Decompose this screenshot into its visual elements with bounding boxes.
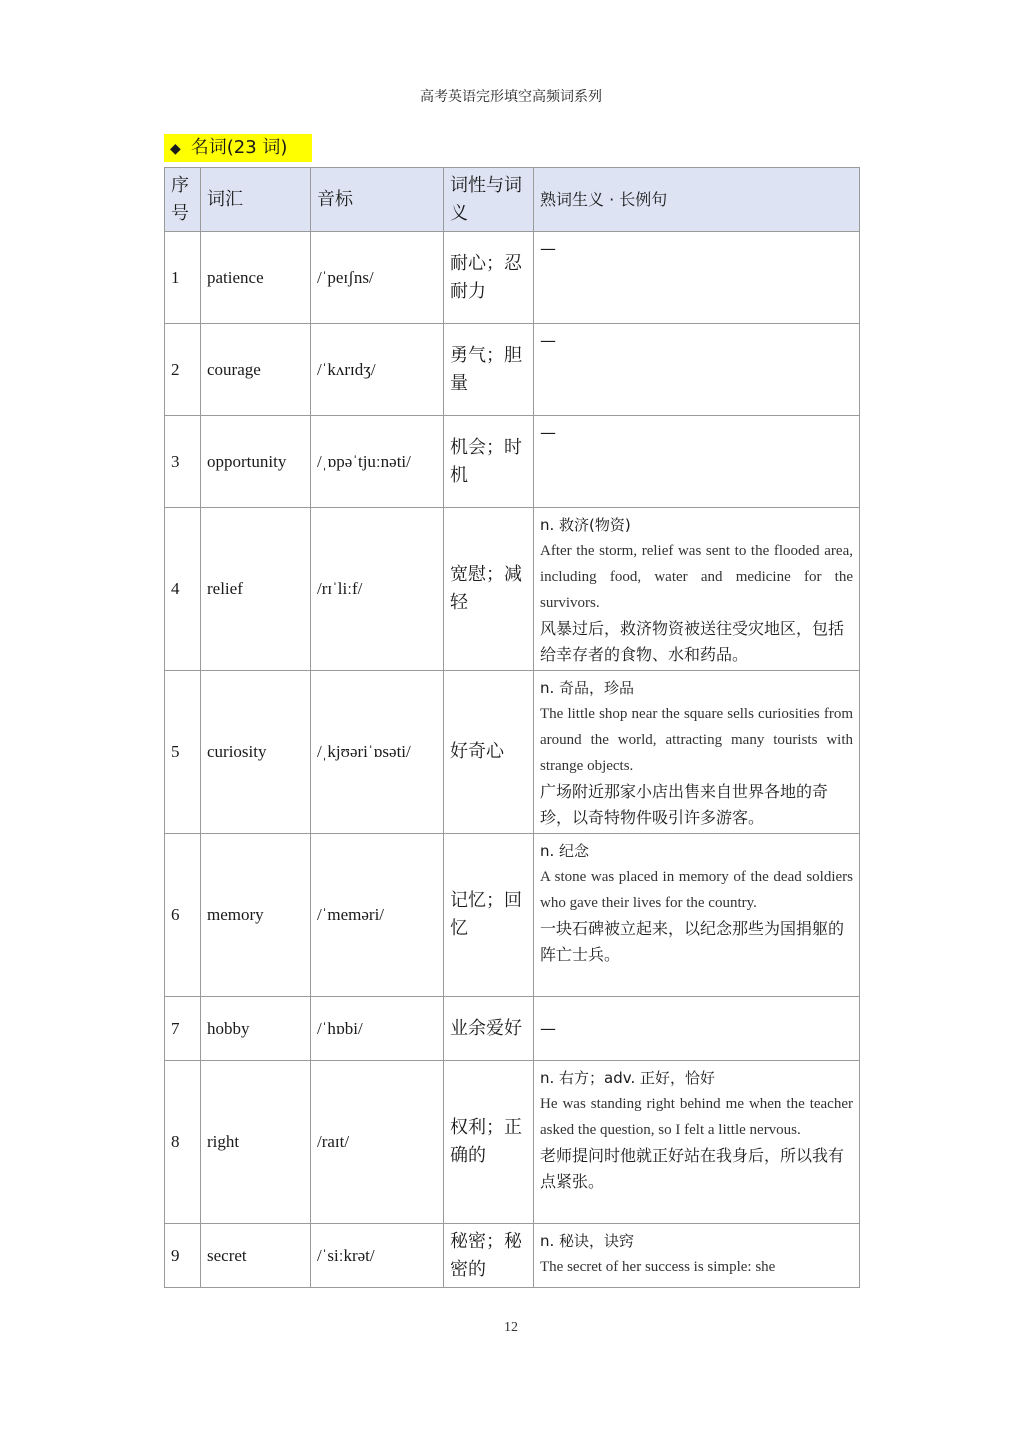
row-example (534, 232, 860, 324)
row-number: 8 (165, 1061, 201, 1224)
example-english: He was standing right behind me when the teacher asked the question, so I felt a little nervous. (540, 1096, 853, 1138)
row-example (534, 1061, 860, 1224)
no-example-dash: — (540, 423, 556, 442)
col-header-example: 熟词生义 · 长例句 (534, 168, 860, 232)
row-number: 7 (165, 997, 201, 1061)
no-example-dash: — (540, 331, 556, 350)
table-row (165, 671, 860, 834)
row-example (534, 324, 860, 416)
row-number: 5 (165, 671, 201, 834)
row-phonetic: /rɪˈliːf/ (311, 508, 444, 671)
vocabulary-table (164, 167, 860, 1288)
col-header-ipa: 音标 (311, 168, 444, 232)
no-example-dash: — (540, 239, 556, 258)
row-phonetic: /ˌkjʊəriˈɒsəti/ (311, 671, 444, 834)
row-phonetic: /ˈsiːkrət/ (311, 1224, 444, 1288)
row-meaning: 秘密；秘密的 (444, 1224, 534, 1288)
example-english: A stone was placed in memory of the dead soldiers who gave their lives for the country. (540, 869, 853, 911)
row-meaning: 权利；正确的 (444, 1061, 534, 1224)
row-example (534, 508, 860, 671)
col-header-meaning: 词性与词义 (444, 168, 534, 232)
row-word: courage (201, 324, 311, 416)
example-chinese: 广场附近那家小店出售来自世界各地的奇珍，以奇特物件吸引许多游客。 (540, 782, 829, 827)
row-word: memory (201, 834, 311, 997)
section-label: 名词(23 词) (190, 137, 288, 158)
row-phonetic: /ˈpeɪʃns/ (311, 232, 444, 324)
row-number: 6 (165, 834, 201, 997)
row-meaning: 机会；时机 (444, 416, 534, 508)
page-number: 12 (504, 1320, 518, 1335)
example-english: After the storm, relief was sent to the flooded area, including food, water and medicine for the survivors. (540, 543, 853, 611)
table-row (165, 1224, 860, 1288)
row-number: 1 (165, 232, 201, 324)
table-row (165, 324, 860, 416)
row-word: relief (201, 508, 311, 671)
table-row (165, 416, 860, 508)
row-example (534, 834, 860, 997)
row-word: patience (201, 232, 311, 324)
no-example-dash: — (540, 1018, 556, 1038)
row-phonetic: /ˈhɒbi/ (311, 997, 444, 1061)
row-number: 3 (165, 416, 201, 508)
example-sense: n. 救济(物资) (540, 516, 631, 534)
row-phonetic: /ˈmeməri/ (311, 834, 444, 997)
row-meaning: 耐心；忍耐力 (444, 232, 534, 324)
table-header-row (165, 168, 860, 232)
table-row (165, 232, 860, 324)
example-english: The little shop near the square sells curiosities from around the world, attracting many tourists with strange objects. (540, 706, 853, 774)
table-row (165, 1061, 860, 1224)
row-phonetic: /ˈkʌrɪdʒ/ (311, 324, 444, 416)
table-row (165, 997, 860, 1061)
example-sense: n. 纪念 (540, 842, 590, 860)
row-number: 4 (165, 508, 201, 671)
row-word: curiosity (201, 671, 311, 834)
row-meaning: 业余爱好 (444, 997, 534, 1061)
row-meaning: 记忆；回忆 (444, 834, 534, 997)
row-number: 9 (165, 1224, 201, 1288)
row-example (534, 671, 860, 834)
example-chinese: 一块石碑被立起来，以纪念那些为国捐躯的阵亡士兵。 (540, 919, 845, 964)
row-meaning: 宽慰；减轻 (444, 508, 534, 671)
row-meaning: 好奇心 (444, 671, 534, 834)
row-number: 2 (165, 324, 201, 416)
col-header-word: 词汇 (201, 168, 311, 232)
running-header: 高考英语完形填空高频词系列 (420, 89, 602, 105)
example-chinese: 风暴过后，救济物资被送往受灾地区，包括给幸存者的食物、水和药品。 (540, 619, 845, 664)
table-row (165, 508, 860, 671)
section-heading (164, 134, 312, 162)
row-word: right (201, 1061, 311, 1224)
example-sense: n. 右方；adv. 正好，恰好 (540, 1069, 716, 1087)
example-chinese: 老师提问时他就正好站在我身后，所以我有点紧张。 (540, 1146, 845, 1191)
diamond-bullet-icon: ◆ (170, 141, 181, 157)
row-example (534, 997, 860, 1061)
row-phonetic: /raɪt/ (311, 1061, 444, 1224)
table-row (165, 834, 860, 997)
row-example (534, 1224, 860, 1288)
col-header-num: 序号 (165, 168, 201, 232)
row-word: opportunity (201, 416, 311, 508)
example-sense: n. 秘诀，诀窍 (540, 1232, 635, 1250)
row-word: hobby (201, 997, 311, 1061)
row-meaning: 勇气；胆量 (444, 324, 534, 416)
row-word: secret (201, 1224, 311, 1288)
example-english: The secret of her success is simple: she (540, 1259, 776, 1275)
example-sense: n. 奇品，珍品 (540, 679, 635, 697)
row-example (534, 416, 860, 508)
row-phonetic: /ˌɒpəˈtjuːnəti/ (311, 416, 444, 508)
